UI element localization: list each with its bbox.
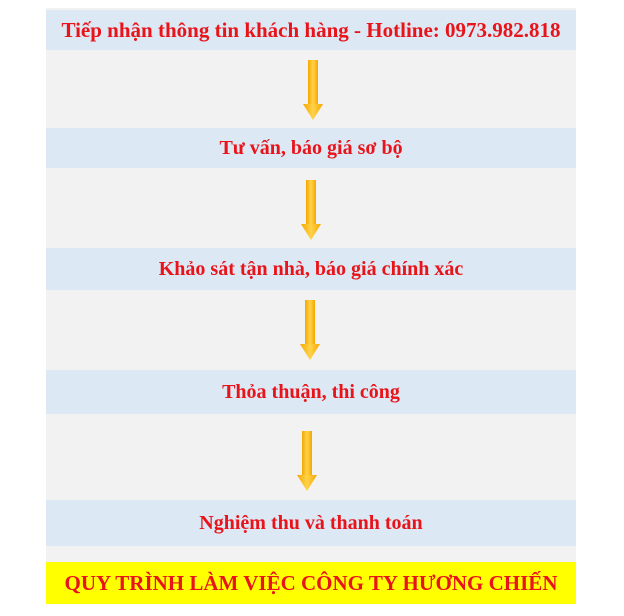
step-gap-5 [46, 546, 576, 562]
step-4-acceptance [46, 500, 576, 546]
step-4-text: Nghiệm thu và thanh toán [199, 511, 423, 534]
step-2-survey [46, 248, 576, 290]
step-3-agreement [46, 370, 576, 414]
down-arrow-icon [303, 60, 323, 120]
step-1-text: Tư vấn, báo giá sơ bộ [219, 136, 403, 159]
step-1-consult [46, 128, 576, 168]
down-arrow-icon [301, 180, 321, 240]
down-arrow-icon [297, 431, 317, 491]
step-3-text: Thỏa thuận, thi công [222, 380, 400, 403]
down-arrow-icon [300, 300, 320, 360]
process-title-text: QUY TRÌNH LÀM VIỆC CÔNG TY HƯƠNG CHIẾN [64, 570, 558, 595]
step-2-text: Khảo sát tận nhà, báo giá chính xác [158, 257, 464, 280]
hotline-header-text: Tiếp nhận thông tin khách hàng - Hotline: 0973.982.818 [61, 17, 561, 42]
process-title-banner [46, 562, 576, 604]
hotline-header [46, 10, 576, 50]
